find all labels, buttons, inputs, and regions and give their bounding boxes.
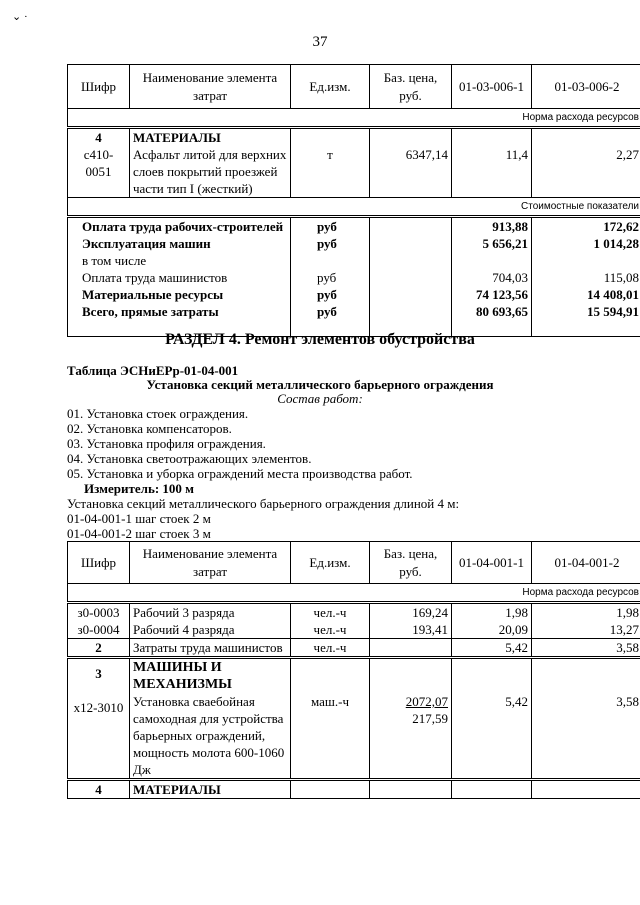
section-title: МАТЕРИАЛЫ (133, 130, 221, 145)
cost-unit-5: руб (317, 304, 337, 319)
page-number: 37 (312, 34, 328, 50)
header-unit: Ед.изм. (291, 65, 370, 109)
machine-code: х12-3010 (73, 700, 124, 715)
cost-label: Стоимостные показатели (68, 198, 640, 217)
variant-1: 01-04-001-1 шаг стоек 2 м (67, 511, 211, 526)
table-row (68, 780, 640, 799)
cost-unit-4: руб (317, 287, 337, 302)
cost-v2-1: 1 014,28 (593, 236, 639, 251)
materials-num: 4 (68, 780, 130, 799)
machine-name: Установка сваебойная самоходная для устройства барьерных ограждений, мощность молота 600-1060 Дж (133, 694, 285, 777)
worker-price-2: 193,41 (370, 621, 452, 639)
norm-label: Норма расхода ресурсов (68, 109, 640, 128)
operators-name: Затраты труда машинистов (130, 639, 291, 658)
variant-2: 01-04-001-2 шаг стоек 3 м (67, 526, 211, 541)
header-name: Наименование элемента затрат (130, 65, 291, 109)
machines-title: МАШИНЫ И МЕХАНИЗМЫ (133, 660, 232, 692)
work-item-4: 04. Установка светоотражающих элементов. (67, 451, 312, 466)
cost-v1-3: 704,03 (492, 270, 528, 285)
cost-v1-5: 80 693,65 (476, 304, 528, 319)
table-row (68, 603, 640, 622)
cost-name-2: в том числе (82, 253, 147, 268)
cost-v2-0: 172,62 (603, 219, 639, 234)
worker-unit-2: чел.-ч (291, 621, 370, 639)
worker-price-1: 169,24 (370, 603, 452, 622)
header-col1: 01-04-001-1 (452, 542, 532, 584)
work-item-3: 03. Установка профиля ограждения. (67, 436, 266, 451)
material-price: 6347,14 (405, 147, 448, 162)
machine-price-1: 2072,07 (405, 694, 448, 709)
material-code: с410-0051 (83, 147, 114, 179)
material-v1: 11,4 (505, 147, 528, 162)
cost-name-0: Оплата труда рабочих-строителей (82, 219, 284, 234)
machines-num: 3 (95, 666, 102, 681)
work-title: Состав работ: (277, 391, 363, 406)
cost-v2-4: 14 408,01 (587, 287, 639, 302)
operators-unit: чел.-ч (291, 639, 370, 658)
worker-v1-2: 20,09 (452, 621, 532, 639)
material-name: Асфальт литой для верхних слоев покрытий проезжей части тип I (жесткий) (133, 147, 287, 196)
header-col1: 01-03-006-1 (452, 65, 532, 109)
machine-v2: 3,58 (616, 694, 639, 709)
cost-unit-3: руб (317, 270, 337, 285)
section-heading: РАЗДЕЛ 4. Ремонт элементов обустройства (165, 331, 475, 348)
worker-unit-1: чел.-ч (291, 603, 370, 622)
header-col2: 01-04-001-2 (532, 542, 640, 584)
worker-name-1: Рабочий 3 разряда (130, 603, 291, 622)
cost-unit-0: руб (317, 219, 337, 234)
worker-code-1: з0-0003 (68, 603, 130, 622)
cost-v2-5: 15 594,91 (587, 304, 639, 319)
table-row (68, 658, 640, 780)
header-unit: Ед.изм. (291, 542, 370, 584)
worker-v2-2: 13,27 (532, 621, 640, 639)
cost-v1-0: 913,88 (492, 219, 528, 234)
material-v2: 2,27 (616, 147, 639, 162)
norm-label: Норма расхода ресурсов (68, 584, 640, 603)
machine-unit: маш.-ч (310, 694, 350, 709)
cost-v2-3: 115,08 (603, 270, 639, 285)
operators-v1: 5,42 (452, 639, 532, 658)
work-item-2: 02. Установка компенсаторов. (67, 421, 232, 436)
cost-name-1: Эксплуатация машин (82, 236, 211, 251)
section-number: 4 (95, 130, 102, 145)
header-code: Шифр (68, 542, 130, 584)
cost-v1-1: 5 656,21 (482, 236, 528, 251)
table-row (68, 621, 640, 639)
resource-table-2 (67, 541, 640, 799)
operators-v2: 3,58 (532, 639, 640, 658)
header-base-price: Баз. цена, руб. (370, 65, 452, 109)
table-id: Таблица ЭСНиЕРр-01-04-001 (67, 363, 239, 378)
cost-v1-4: 74 123,56 (476, 287, 528, 302)
margin-mark: ⌄ · (12, 11, 28, 23)
cost-name-5: Всего, прямые затраты (82, 304, 219, 319)
material-unit: т (327, 147, 333, 162)
cost-name-4: Материальные ресурсы (82, 287, 224, 302)
meter-desc: Установка секций металлического барьерного ограждения длиной 4 м: (67, 496, 460, 511)
header-name: Наименование элемента затрат (130, 542, 291, 584)
header-base-price: Баз. цена, руб. (370, 542, 452, 584)
worker-v2-1: 1,98 (532, 603, 640, 622)
header-code: Шифр (68, 65, 130, 109)
cost-name-3: Оплата труда машинистов (82, 270, 228, 285)
header-col2: 01-03-006-2 (532, 65, 640, 109)
operators-num: 2 (68, 639, 130, 658)
meter: Измеритель: 100 м (84, 481, 195, 496)
materials-title: МАТЕРИАЛЫ (130, 780, 291, 799)
table-title: Установка секций металлического барьерного ограждения (146, 377, 494, 392)
cost-unit-1: руб (317, 236, 337, 251)
worker-code-2: з0-0004 (68, 621, 130, 639)
resource-table-1 (67, 64, 640, 337)
worker-v1-1: 1,98 (452, 603, 532, 622)
work-item-5: 05. Установка и уборка ограждений места производства работ. (67, 466, 413, 481)
worker-name-2: Рабочий 4 разряда (130, 621, 291, 639)
table-row (68, 639, 640, 658)
machine-v1: 5,42 (505, 694, 528, 709)
work-item-1: 01. Установка стоек ограждения. (67, 406, 249, 421)
machine-price-2: 217,59 (412, 711, 448, 726)
